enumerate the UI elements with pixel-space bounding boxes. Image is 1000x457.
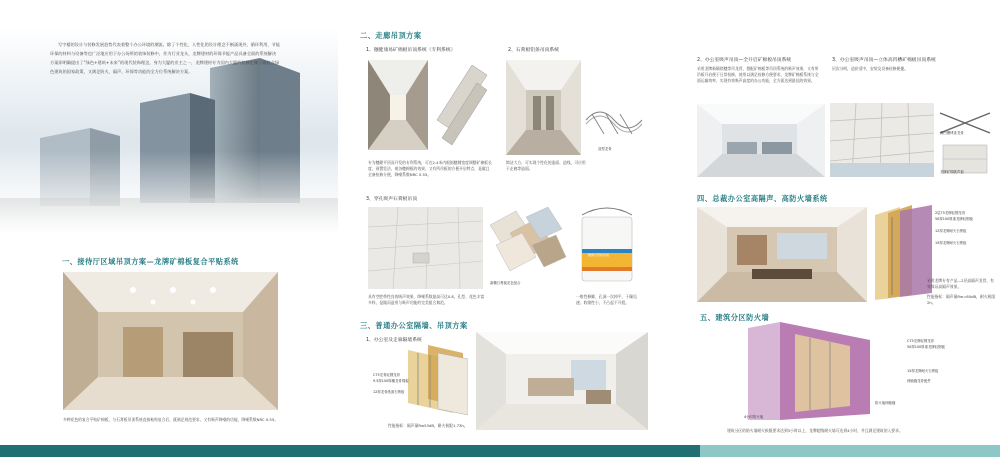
item4-label-1: C75龙骨轻钢龙骨: [373, 373, 401, 377]
office-interior-photo: [476, 332, 648, 430]
lobby-photo: [63, 272, 278, 410]
item8-label-3: 15厚龙牌耐火石膏板: [907, 369, 939, 373]
middle-panel: [338, 0, 670, 445]
section2-title: 二、走廊吊顶方案: [360, 31, 422, 40]
item6-caption: 层次分明，造价适中，安装及设备检修便捷。: [832, 66, 908, 71]
item4-title: 1、办公室及走廊隔墙系统: [366, 338, 422, 343]
ceiling-grid-photo: [830, 103, 934, 177]
corridor-photo: [368, 60, 428, 150]
item7-spec: 性能指标：隔声量Rw=60dB，耐火极限2h。: [927, 294, 996, 305]
item3-caption: 具有空腔带性良的吸声效果，降噪系数最高可达0.8，孔型、花色丰富多样，是做而造用与吸声功能的完美组合典范。: [368, 294, 485, 305]
item6-label-1: 高凹槽烤漆龙骨: [940, 131, 964, 135]
item8-label-4: 伸缩缝龙骨配件: [907, 379, 931, 383]
executive-office-photo: [697, 207, 867, 302]
item2-label: 造型龙骨: [598, 147, 612, 151]
intro-text: 写字楼的设计与装修发展趋势代表着整个办公环境的潮流。除了个性化、人性化的设计理念不断涌现外，循环利用、节能环保的材料与设备等也广泛地应用于办公场所的装饰装修中，作为行业龙头，龙牌建材的环保节能产品具备全面的系统解决方案即明确提出了“绿色+建筑+未来”的现代装饰理念，身为大厦的业主之一，龙牌建材专为国内大厦的装修定制了既符合绿色建筑的国家政策，又满足防火、隔声、环保等功能的全方位系统解决方案。: [50, 42, 280, 74]
item5-caption: 采用龙牌新颖锁穗等吊龙骨，搭配矿棉板等吊顶系统的吸声效果，又有所吊板开启便于日常检修，使用以满足检修方便要求，龙牌矿棉板系统与全面运输效率，实现有效吸声高度的办公功能，全方面达到最佳的效果。: [697, 66, 819, 83]
gypsum-board-samples: [486, 205, 566, 275]
section4-title: 四、总裁办公室高隔声、高防火墙系统: [697, 194, 828, 203]
item8-label-2: 50厚100厚重龙牌轻钢板: [907, 345, 945, 349]
item2-title: 2、石膏板铝条吊顶系统: [508, 48, 560, 53]
bottom-bar-teal: [0, 445, 700, 457]
perforated-ceiling-photo: [368, 207, 483, 289]
bottom-bar-light: [700, 445, 1000, 457]
item8-bottom-label: 4小时防火墙: [744, 415, 764, 419]
item5-title-text: 2、办公室吸声吊顶—全开启矿棉板吊顶系统: [697, 58, 792, 63]
section1-caption: 多种花色的复合平贴矿棉板，与石膏板吊顶系统直接粘贴复合后，既满足规范要求，又有吸声降噪的功能，降噪系数NRC 0.55。: [63, 417, 279, 422]
item7-label-3: 12厚龙牌耐火石膏板: [935, 229, 967, 233]
elevator-hall-photo: [506, 60, 581, 155]
item3-title: 3、穿孔吸声石膏板吊顶: [366, 197, 418, 202]
soundproof-wall-diagram: [870, 205, 935, 300]
putty-bucket: [576, 205, 638, 285]
left-panel: [0, 0, 338, 445]
corridor-ceiling-diagram: [432, 60, 492, 150]
item2-caption: 简洁大方，可实现个性化的造面、造线，可应用于走廊等造面。: [506, 160, 586, 171]
firewall-diagram: [740, 322, 875, 422]
item4-label-3: 12厚龙骨纸面石膏板: [373, 390, 405, 394]
right-panel: [670, 0, 1000, 445]
section1-title: 一、接待厅区域吊顶方案—龙牌矿棉板复合平贴系统: [62, 257, 239, 266]
bucket-text: 穗健石膏板系统: [588, 253, 610, 257]
item1-caption: 专为穗健平顶而开发的专利系统，可在2.4米内根据穗健宽度调整矿棉板长度，预置竖法，使各穗棉板的效果，又有所吊板的方便开启特点，是做且全备检修方便，降噪系数NRC 0.55。: [368, 160, 492, 177]
item7-label-1: 2层75龙牌轻钢龙骨: [935, 211, 966, 215]
item7-label-4: 15厚龙牌耐火石膏板: [935, 241, 967, 245]
section3-title: 三、普通办公室隔墙、吊顶方案: [360, 321, 468, 330]
item6-title: 3、办公室吸声吊顶—立体高凹槽矿棉板吊顶系统: [832, 58, 936, 63]
item8-caption: 建筑分区的防火墙耐火极限要求达到3小时以上，龙牌超级耐火墙可达到4小时，并且满足建筑的入要求。: [727, 428, 903, 433]
item7-caption: 采用龙牌专有产品—2层高隔声龙骨，有效保证高隔声效果。: [927, 278, 994, 289]
section5-title: 五、建筑分区防火墙: [700, 313, 770, 322]
item3-label: 嘉穗石膏板花色组合: [490, 281, 521, 285]
item8-label-1: C75龙牌轻钢龙骨: [907, 339, 935, 343]
item7-label-2: 50厚100厚重龙牌轻钢板: [935, 217, 973, 221]
item4-caption: 性能指标：隔声量Rw53dB，耐火极限1.73h。: [388, 423, 468, 428]
open-office-photo: [697, 104, 825, 177]
item4-label-2: 9.5厚100厚穗龙骨棉板: [373, 379, 409, 383]
item8-corner-label: 防火墙伸缩缝: [875, 401, 896, 405]
bottom-color-bar: [0, 445, 1000, 457]
shaped-keel-diagram: [584, 90, 646, 145]
item3-bucket-caption: 一般性修脚，孔洞一次掉平，干燥迅速，收缩性小，不凸起不开裂。: [576, 294, 637, 305]
item1-title: 1、穗健康易矿棉板吊顶系统（专利系统）: [366, 48, 456, 53]
item6-label-2: 龙牌矿棉吸声板: [940, 170, 964, 174]
